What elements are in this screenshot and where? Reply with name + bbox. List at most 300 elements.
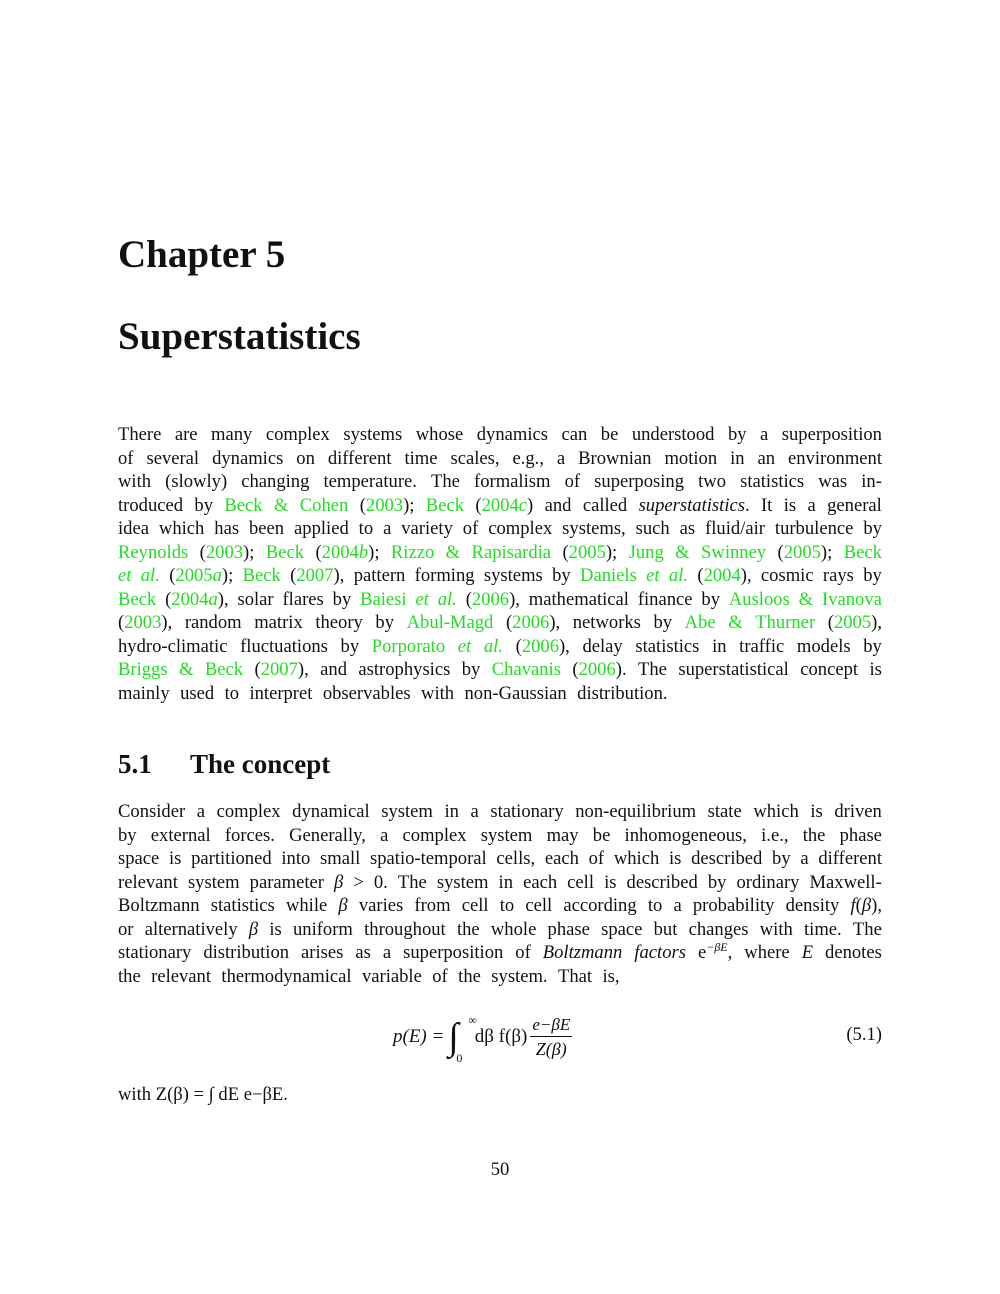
citation-link[interactable]: et — [118, 565, 132, 586]
text-run: applied — [294, 518, 349, 539]
word — [583, 494, 627, 518]
section-line — [118, 847, 882, 871]
word — [323, 470, 416, 494]
word — [290, 564, 344, 588]
text-run: changing — [241, 471, 310, 492]
citation-link[interactable]: 2007 — [260, 659, 298, 680]
word — [250, 871, 324, 895]
citation-link[interactable]: Ivanova — [822, 588, 882, 610]
word — [300, 494, 349, 518]
text-run: relevant — [118, 871, 178, 893]
word — [823, 564, 854, 588]
citation-link[interactable]: a — [208, 588, 218, 610]
text-run: a — [807, 494, 816, 516]
word — [249, 918, 258, 942]
integral-upper-limit: ∞ — [468, 1013, 477, 1027]
text-run: concept — [800, 659, 859, 680]
word — [669, 847, 681, 871]
citation-link[interactable]: 2007 — [296, 565, 334, 586]
citation-link[interactable]: Beck — [843, 541, 882, 563]
word — [118, 635, 227, 659]
citation-link[interactable]: Rizzo — [390, 541, 435, 563]
citation-link[interactable]: Beck — [118, 588, 157, 610]
word — [414, 894, 450, 918]
word — [404, 447, 437, 471]
word — [185, 611, 242, 635]
text-run: factors — [634, 942, 686, 963]
text-run: by — [707, 871, 727, 893]
equation-5-1 — [118, 1004, 882, 1074]
chapter-title: Superstatistics — [118, 315, 361, 358]
word — [861, 470, 882, 494]
text-run: The — [397, 871, 427, 893]
text-run: cell — [461, 895, 489, 916]
citation-link[interactable]: & — [179, 659, 194, 680]
word — [217, 800, 281, 824]
text-run: is — [668, 848, 682, 869]
integral-icon: ∫ ∞ 0 — [448, 1013, 477, 1065]
word — [266, 423, 330, 447]
citation-link[interactable]: al. — [437, 588, 457, 610]
word — [563, 894, 636, 918]
text-run: random — [184, 612, 242, 633]
citation-link[interactable]: 2005 — [783, 541, 821, 563]
word — [761, 494, 772, 518]
text-run: non-equilibrium — [575, 801, 697, 822]
citation-link[interactable]: c — [518, 494, 528, 516]
text-run: dynamics — [476, 424, 548, 445]
word — [678, 658, 789, 682]
word — [415, 564, 475, 588]
word — [697, 564, 751, 588]
citation-link[interactable]: 2006 — [512, 612, 550, 633]
citation-link[interactable]: Reynolds — [118, 541, 189, 563]
text-run: complex — [402, 824, 467, 846]
word — [432, 965, 453, 989]
text-run: be — [592, 824, 611, 846]
text-run: to — [499, 895, 515, 916]
word — [604, 871, 616, 895]
citation-link[interactable]: al. — [668, 565, 689, 586]
word — [194, 494, 213, 518]
text-run: general — [827, 494, 882, 516]
word — [225, 682, 245, 706]
citation-link[interactable]: 2005 — [833, 612, 872, 633]
word — [457, 918, 480, 942]
text-run: uniform — [292, 918, 353, 940]
word — [118, 611, 172, 635]
text-run: are — [174, 424, 198, 445]
word — [315, 541, 379, 565]
citation-link[interactable]: Porporato — [371, 635, 446, 657]
word — [739, 635, 784, 659]
text-run: ); — [605, 541, 618, 563]
word — [701, 541, 766, 565]
text-run: ); — [403, 494, 415, 516]
word — [491, 918, 536, 942]
text-run: Boltzmann — [118, 895, 200, 916]
word — [529, 588, 629, 612]
text-run: a — [760, 424, 769, 445]
citation-link[interactable]: Baiesi — [360, 588, 407, 610]
word — [515, 941, 531, 965]
citation-link[interactable]: Ausloos — [728, 588, 790, 610]
text-run: is, — [602, 965, 620, 987]
citation-link[interactable]: et — [415, 588, 429, 610]
text-run: denotes — [825, 942, 882, 963]
word — [730, 447, 744, 471]
text-run: i.e., — [761, 824, 789, 846]
word — [822, 588, 882, 612]
text-run: of — [462, 518, 479, 539]
text-run: throughout — [364, 918, 446, 940]
word — [575, 800, 696, 824]
word — [488, 517, 552, 541]
citation-link[interactable]: Thurner — [755, 612, 816, 633]
citation-link[interactable]: Daniels — [580, 565, 637, 586]
text-run: the — [458, 965, 481, 987]
text-run: cells, — [496, 848, 536, 869]
word — [516, 635, 570, 659]
text-run: density — [785, 895, 840, 916]
word — [165, 470, 227, 494]
text-run: astrophysics — [358, 659, 451, 680]
word — [364, 918, 446, 942]
text-run: called — [582, 494, 628, 516]
citation-link[interactable]: Abe — [684, 612, 716, 633]
word — [827, 494, 882, 518]
text-run: statistics — [635, 635, 700, 657]
text-run: ( — [199, 541, 206, 563]
word — [145, 918, 238, 942]
citation-link[interactable]: al. — [140, 565, 160, 586]
citation-link[interactable]: al. — [483, 635, 503, 657]
citation-link[interactable]: Beck — [265, 541, 305, 563]
word — [118, 871, 178, 895]
equation-lhs: p(E) = — [393, 1026, 445, 1047]
word — [328, 447, 392, 471]
text-run: complex — [488, 518, 553, 539]
word — [175, 423, 198, 447]
equation-fraction — [530, 1015, 572, 1060]
text-run: superstatistical — [678, 659, 789, 680]
word — [810, 800, 822, 824]
citation-link[interactable]: 2005 — [568, 541, 606, 563]
text-run: Brownian — [578, 447, 652, 469]
citation-link[interactable]: Jung — [628, 541, 664, 563]
citation-link[interactable]: 2006 — [578, 659, 616, 680]
text-run: alternatively — [144, 918, 238, 940]
intro-line — [118, 611, 882, 635]
citation-link[interactable]: 2004 — [171, 588, 209, 610]
text-run: ( — [827, 612, 834, 633]
word — [567, 871, 594, 895]
text-run: by — [701, 588, 720, 610]
word — [118, 423, 161, 447]
word — [353, 871, 364, 895]
text-run: varies — [358, 895, 404, 916]
text-run: a — [380, 824, 389, 846]
text-run: used — [180, 682, 215, 704]
citation-link[interactable]: 2006 — [521, 635, 559, 657]
word — [359, 894, 403, 918]
word — [281, 847, 310, 871]
text-run: The — [638, 659, 667, 680]
word — [593, 824, 611, 848]
text-run: troduced — [118, 494, 184, 516]
word — [426, 494, 464, 518]
citation-link[interactable]: 2003 — [365, 494, 404, 516]
section-line — [118, 965, 882, 989]
citation-link[interactable]: 2005 — [175, 565, 213, 586]
citation-link[interactable]: Swinney — [701, 541, 767, 563]
text-run: systems, — [562, 518, 626, 539]
intro-line — [118, 541, 882, 565]
word — [360, 494, 415, 518]
word — [211, 423, 252, 447]
text-run: to — [647, 895, 663, 916]
text-run: ( — [572, 659, 579, 680]
word — [372, 635, 445, 659]
word — [632, 423, 715, 447]
equation-body — [393, 1004, 572, 1070]
citation-link[interactable]: Beck — [224, 494, 263, 516]
text-run: arises — [301, 942, 344, 963]
word — [474, 470, 550, 494]
text-run: distribution. — [577, 682, 668, 704]
citation-link[interactable]: & — [445, 541, 461, 563]
text-run: two — [698, 471, 727, 492]
text-run: the — [456, 918, 480, 940]
citation-link[interactable]: a — [212, 565, 222, 586]
word — [577, 682, 673, 706]
word — [200, 541, 255, 565]
intro-line — [118, 658, 882, 682]
text-run: of — [564, 471, 581, 492]
word — [634, 941, 686, 965]
word — [557, 447, 565, 471]
word — [680, 517, 696, 541]
citation-link[interactable]: 2004 — [481, 494, 519, 516]
text-run: superstatistics — [638, 494, 745, 516]
text-run: a — [470, 801, 479, 822]
word — [543, 941, 623, 965]
word — [728, 423, 747, 447]
word — [301, 941, 343, 965]
text-run: ), — [217, 588, 229, 610]
text-run: ( — [697, 565, 704, 586]
citation-link[interactable]: Abul-Magd — [406, 612, 494, 633]
word — [491, 965, 553, 989]
word — [804, 918, 842, 942]
text-run: ), — [161, 612, 173, 633]
word — [118, 941, 191, 965]
text-run: Maxwell- — [809, 871, 882, 893]
word — [375, 611, 394, 635]
text-run: pattern — [353, 565, 406, 586]
text-run: ( — [562, 541, 569, 563]
citation-link[interactable]: & — [273, 494, 289, 516]
word — [403, 824, 467, 848]
word — [334, 871, 343, 895]
text-run: variety — [401, 518, 453, 539]
word — [169, 847, 181, 871]
citation-link[interactable]: 2004 — [703, 565, 741, 586]
text-run: ( — [465, 588, 472, 610]
citation-link[interactable]: Beck — [425, 494, 465, 516]
citation-link[interactable]: Beck — [242, 565, 281, 586]
word — [506, 611, 560, 635]
text-run: space — [118, 848, 160, 869]
intro-line — [118, 470, 882, 494]
text-run: with — [421, 682, 455, 704]
citation-link[interactable]: 2004 — [321, 541, 359, 563]
word — [269, 918, 281, 942]
text-run: variable — [361, 965, 422, 987]
word — [685, 611, 716, 635]
text-run: ), — [558, 635, 570, 657]
text-run: β — [861, 895, 872, 916]
intro-line — [118, 635, 882, 659]
citation-link[interactable]: 2003 — [124, 612, 162, 633]
text-run: ( — [165, 588, 172, 610]
text-run: e.g., — [512, 447, 544, 469]
section-line — [118, 871, 882, 895]
word — [784, 494, 796, 518]
text-run: an — [757, 447, 776, 469]
text-run: ); — [820, 541, 833, 563]
word — [701, 588, 720, 612]
text-run: ( — [169, 565, 176, 586]
word — [490, 800, 563, 824]
word — [286, 894, 327, 918]
word — [629, 541, 664, 565]
word — [800, 658, 858, 682]
word — [638, 658, 667, 682]
document-page — [118, 0, 882, 1294]
word — [523, 871, 557, 895]
word — [525, 894, 552, 918]
word — [639, 494, 750, 518]
word — [786, 894, 840, 918]
word — [828, 611, 882, 635]
word — [221, 965, 356, 989]
word — [463, 517, 479, 541]
word — [708, 800, 742, 824]
text-run: or — [118, 918, 134, 940]
word — [853, 918, 882, 942]
text-run: of — [515, 942, 531, 963]
text-run: by — [772, 848, 791, 869]
text-run: a — [383, 518, 392, 539]
text-run: Generally, — [289, 824, 366, 846]
text-run: ), — [333, 565, 345, 586]
text-run: time. — [804, 918, 842, 940]
word — [438, 588, 457, 612]
citation-link[interactable]: Chavanis — [491, 659, 561, 680]
citation-link[interactable]: & — [798, 588, 814, 610]
citation-link[interactable]: b — [358, 541, 369, 563]
word — [338, 894, 347, 918]
page-number: 50 — [490, 1159, 510, 1180]
text-run: ), — [871, 895, 882, 916]
word — [401, 517, 453, 541]
word — [863, 517, 882, 541]
text-run: ( — [290, 565, 297, 586]
text-run: is — [783, 494, 797, 516]
text-run: where — [744, 942, 790, 963]
citation-link[interactable]: & — [728, 612, 743, 633]
word — [118, 658, 168, 682]
intro-line — [118, 588, 882, 612]
word — [778, 541, 833, 565]
text-run: in — [498, 871, 514, 893]
citation-link[interactable]: Beck — [204, 659, 244, 680]
text-run: stationary — [118, 942, 192, 963]
text-run: in — [712, 635, 727, 657]
citation-link[interactable]: & — [675, 541, 690, 563]
text-run: complex — [216, 801, 281, 822]
citation-link[interactable]: 2006 — [471, 588, 510, 610]
text-run: relevant — [151, 965, 212, 987]
word — [470, 800, 478, 824]
word — [249, 517, 284, 541]
text-run: and — [544, 494, 572, 516]
citation-link[interactable]: Rapisardia — [471, 541, 552, 563]
text-run: is — [869, 659, 882, 680]
text-run: 0. — [373, 871, 388, 893]
text-run: superposition — [403, 942, 504, 963]
intro-line — [118, 517, 882, 541]
text-run: in- — [861, 471, 882, 492]
word — [698, 470, 726, 494]
fraction-numerator: e−βE — [530, 1015, 572, 1037]
citation-link[interactable]: 2003 — [205, 541, 244, 563]
text-run: as — [355, 942, 371, 963]
citation-link[interactable]: et — [646, 565, 660, 586]
word — [323, 682, 416, 706]
text-run: . — [744, 494, 750, 516]
section-paragraph — [118, 800, 882, 988]
text-run: partitioned — [191, 848, 272, 869]
text-run: temperature. — [323, 471, 417, 492]
word — [118, 588, 156, 612]
word — [437, 871, 489, 895]
text-run: ( — [118, 612, 125, 633]
intro-line — [118, 447, 882, 471]
text-run: different — [327, 447, 392, 469]
citation-link[interactable]: Cohen — [299, 494, 349, 516]
text-run: ), — [509, 588, 520, 610]
word — [797, 635, 851, 659]
text-run: by — [653, 612, 673, 633]
intro-line — [118, 564, 882, 588]
word — [578, 447, 651, 471]
word — [255, 658, 309, 682]
word — [744, 941, 789, 965]
word — [562, 541, 617, 565]
text-run: ). — [615, 659, 627, 680]
word — [477, 423, 548, 447]
text-run: formalism — [474, 471, 551, 492]
text-run: rays — [822, 565, 854, 586]
word — [179, 658, 193, 682]
text-run: small — [320, 848, 361, 869]
word — [635, 635, 699, 659]
citation-link[interactable]: et — [457, 635, 472, 657]
citation-link[interactable]: Briggs — [118, 659, 168, 680]
word — [807, 494, 815, 518]
